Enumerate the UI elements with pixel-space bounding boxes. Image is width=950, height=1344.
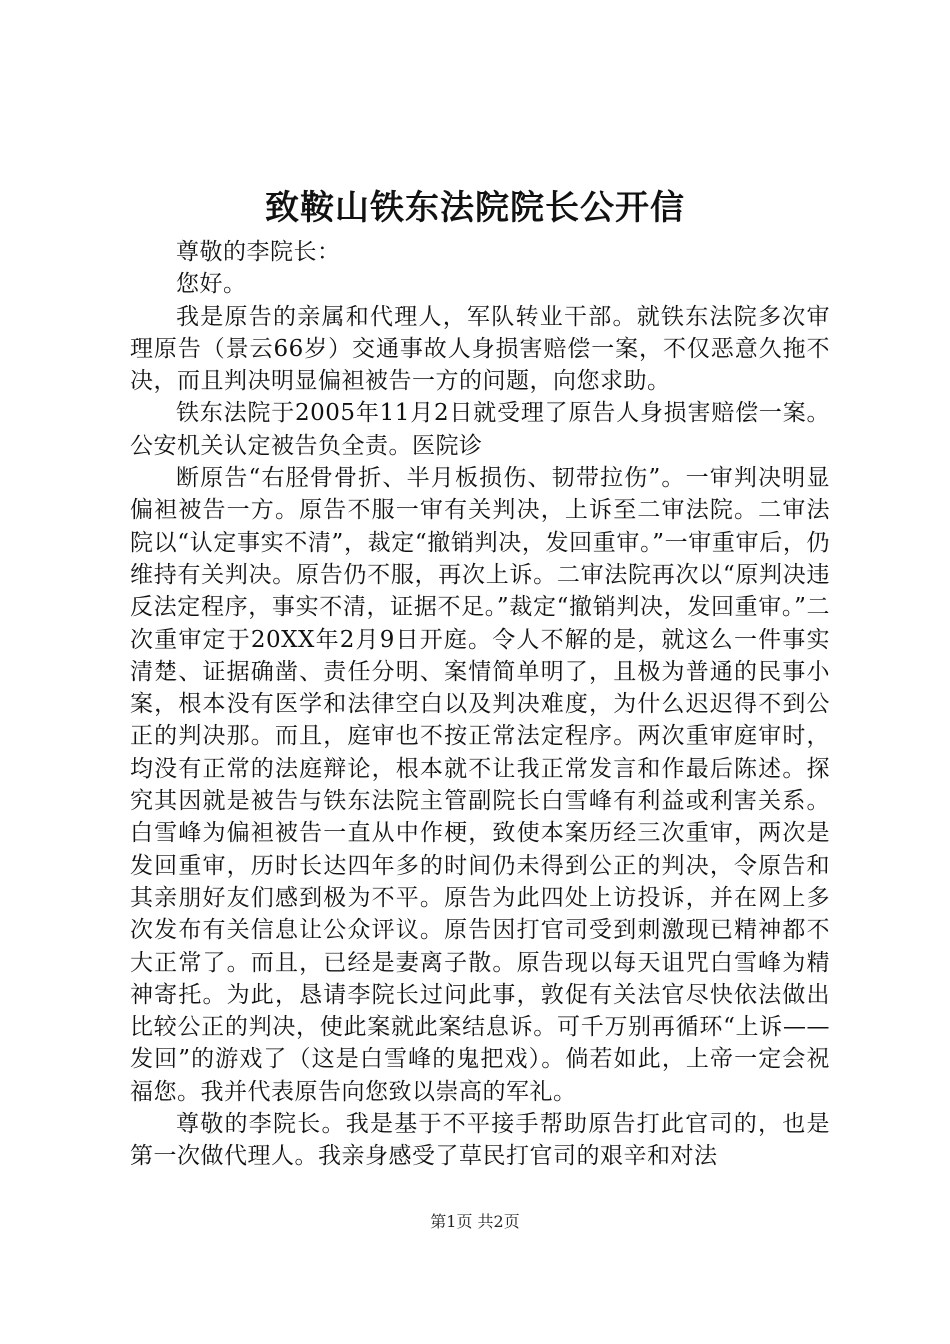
document-title: 致鞍山铁东法院院长公开信 xyxy=(265,188,685,228)
paragraph-case-filed: 铁东法院于2005年11月2日就受理了原告人身损害赔偿一案。公安机关认定被告负全责。医院诊 xyxy=(130,400,830,459)
salutation: 尊敬的李院长： xyxy=(176,239,341,265)
page-footer: 第1页 共2页 xyxy=(430,1212,520,1231)
letter-body xyxy=(130,236,830,1173)
paragraph-intro: 我是原告的亲属和代理人，军队转业干部。就铁东法院多次审理原告（景云66岁）交通事故人身损害赔偿一案，不仅恶意久拖不决，而且判决明显偏袒被告一方的问题，向您求助。 xyxy=(130,303,830,395)
paragraph-closing: 尊敬的李院长。我是基于不平接手帮助原告打此官司的，也是第一次做代理人。我亲身感受了草民打官司的艰辛和对法 xyxy=(130,1111,830,1170)
paragraph-case-history: 断原告“右胫骨骨折、半月板损伤、韧带拉伤”。一审判决明显偏袒被告一方。原告不服一审有关判决，上诉至二审法院。二审法院以“认定事实不清”，裁定“撤销判决，发回重审。”一审重审后，仍维持有关判决。原告仍不服，再次上诉。二审法院再次以“原判决违反法定程序，事实不清，证据不足。”裁定“撤销判决，发回重审。”二次重审定于20XX年2月9日开庭。令人不解的是，就这么一件事实清楚、证据确凿、责任分明、案情简单明了，且极为普通的民事小案，根本没有医学和法律空白以及判决难度，为什么迟迟得不到公正的判决那。而且，庭审也不按正常法定程序。两次重审庭审时，均没有正常的法庭辩论，根本就不让我正常发言和作最后陈述。探究其因就是被告与铁东法院主管副院长白雪峰有利益或利害关系。白雪峰为偏袒被告一直从中作梗，致使本案历经三次重审，两次是发回重审，历时长达四年多的时间仍未得到公正的判决，令原告和其亲朋好友们感到极为不平。原告为此四处上访投诉，并在网上多次发布有关信息让公众评议。原告因打官司受到刺激现已精神都不大正常了。而且，已经是妻离子散。原告现以每天诅咒白雪峰为精神寄托。为此，恳请李院长过问此事，敦促有关法官尽快依法做出比较公正的判决，使此案就此案结息诉。可千万别再循环“上诉——发回”的游戏了（这是白雪峰的鬼把戏）。倘若如此，上帝一定会祝福您。我并代表原告向您致以崇高的军礼。 xyxy=(130,465,830,1105)
greeting: 您好。 xyxy=(176,271,247,298)
